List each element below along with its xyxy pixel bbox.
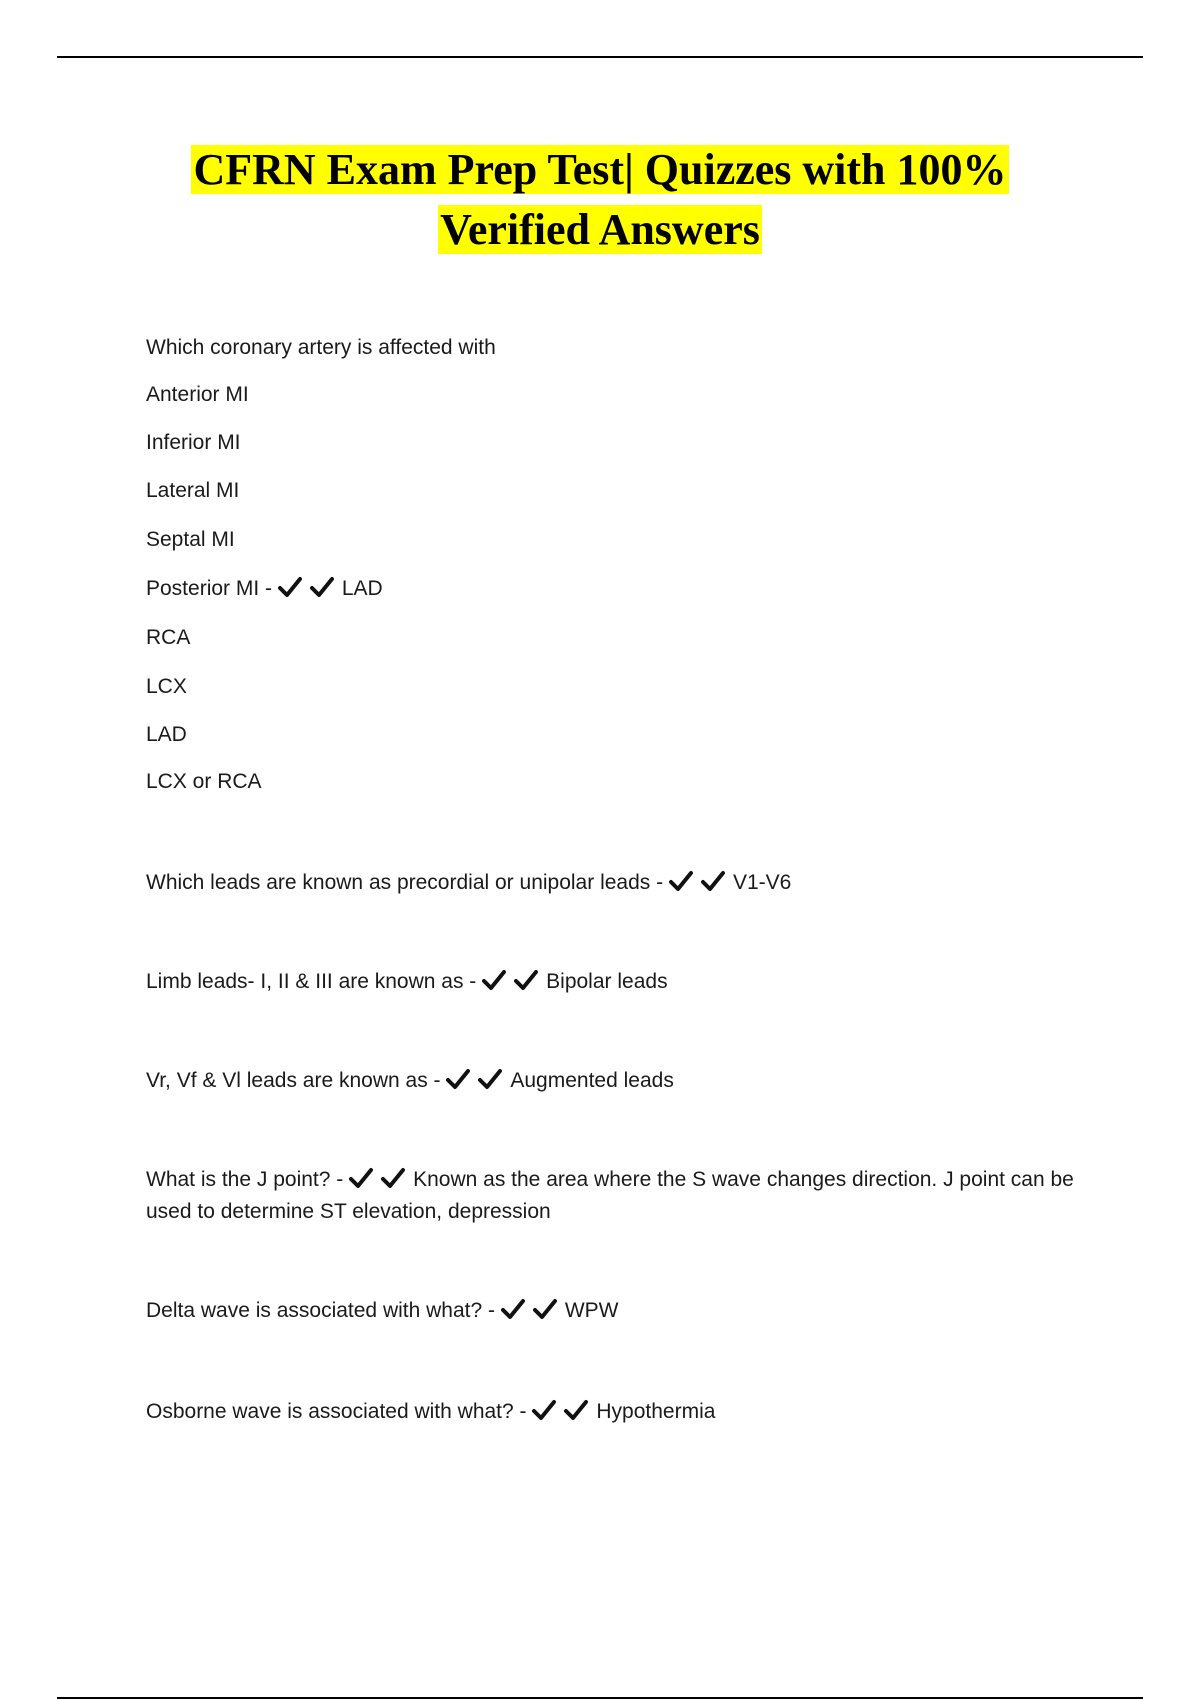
question-text: Posterior MI -	[146, 577, 273, 600]
question-text: Osborne wave is associated with what? -	[146, 1400, 527, 1423]
answer-text: Known as the area where the S wave changes direction. J point can be used to determine ST elevation, depression	[146, 1168, 1074, 1223]
answer-text: LAD	[341, 577, 383, 600]
qa-row	[146, 1164, 1086, 1228]
question-text: Anterior MI	[146, 383, 249, 406]
answer-text: RCA	[146, 626, 191, 649]
check-mark-icon	[669, 870, 693, 892]
question-text: Which coronary artery is affected with	[146, 336, 496, 359]
answer-text: Augmented leads	[510, 1069, 674, 1092]
check-mark-icon	[349, 1167, 373, 1189]
qa-row	[146, 867, 791, 899]
check-mark-icon	[701, 870, 725, 892]
answer-text: Hypothermia	[596, 1400, 716, 1423]
question-text: Inferior MI	[146, 431, 241, 454]
answer-text: V1-V6	[732, 871, 792, 894]
check-mark-icon	[278, 576, 302, 598]
check-mark-icon	[564, 1399, 588, 1421]
document-title	[0, 140, 1200, 260]
check-mark-icon	[533, 1298, 557, 1320]
check-mark-icon	[514, 969, 538, 991]
question-text: Lateral MI	[146, 479, 240, 502]
check-mark-icon	[381, 1167, 405, 1189]
answer-text: Bipolar leads	[546, 970, 668, 993]
question-text: Delta wave is associated with what? -	[146, 1299, 495, 1322]
title-line-1: CFRN Exam Prep Test| Quizzes with 100%	[193, 145, 1007, 194]
check-mark-icon	[482, 969, 506, 991]
answer-text: LCX or RCA	[146, 770, 262, 793]
header-rule	[57, 56, 1143, 58]
check-mark-icon	[478, 1068, 502, 1090]
answer-text: LCX	[146, 675, 187, 698]
check-mark-icon	[501, 1298, 525, 1320]
qa-row	[146, 1065, 674, 1097]
answer-text: WPW	[564, 1299, 619, 1322]
qa-row	[146, 573, 383, 605]
question-text: Limb leads- I, II & III are known as -	[146, 970, 477, 993]
check-mark-icon	[310, 576, 334, 598]
question-text: Vr, Vf & Vl leads are known as -	[146, 1069, 441, 1092]
qa-row	[146, 1295, 619, 1327]
answer-text: LAD	[146, 723, 187, 746]
question-text: Septal MI	[146, 528, 235, 551]
question-text: What is the J point? -	[146, 1168, 344, 1191]
check-mark-icon	[446, 1068, 470, 1090]
check-mark-icon	[532, 1399, 556, 1421]
question-text: Which leads are known as precordial or unipolar leads -	[146, 871, 664, 894]
qa-row	[146, 1396, 715, 1428]
qa-row	[146, 966, 668, 998]
title-line-2: Verified Answers	[440, 205, 760, 254]
footer-rule	[57, 1697, 1143, 1699]
